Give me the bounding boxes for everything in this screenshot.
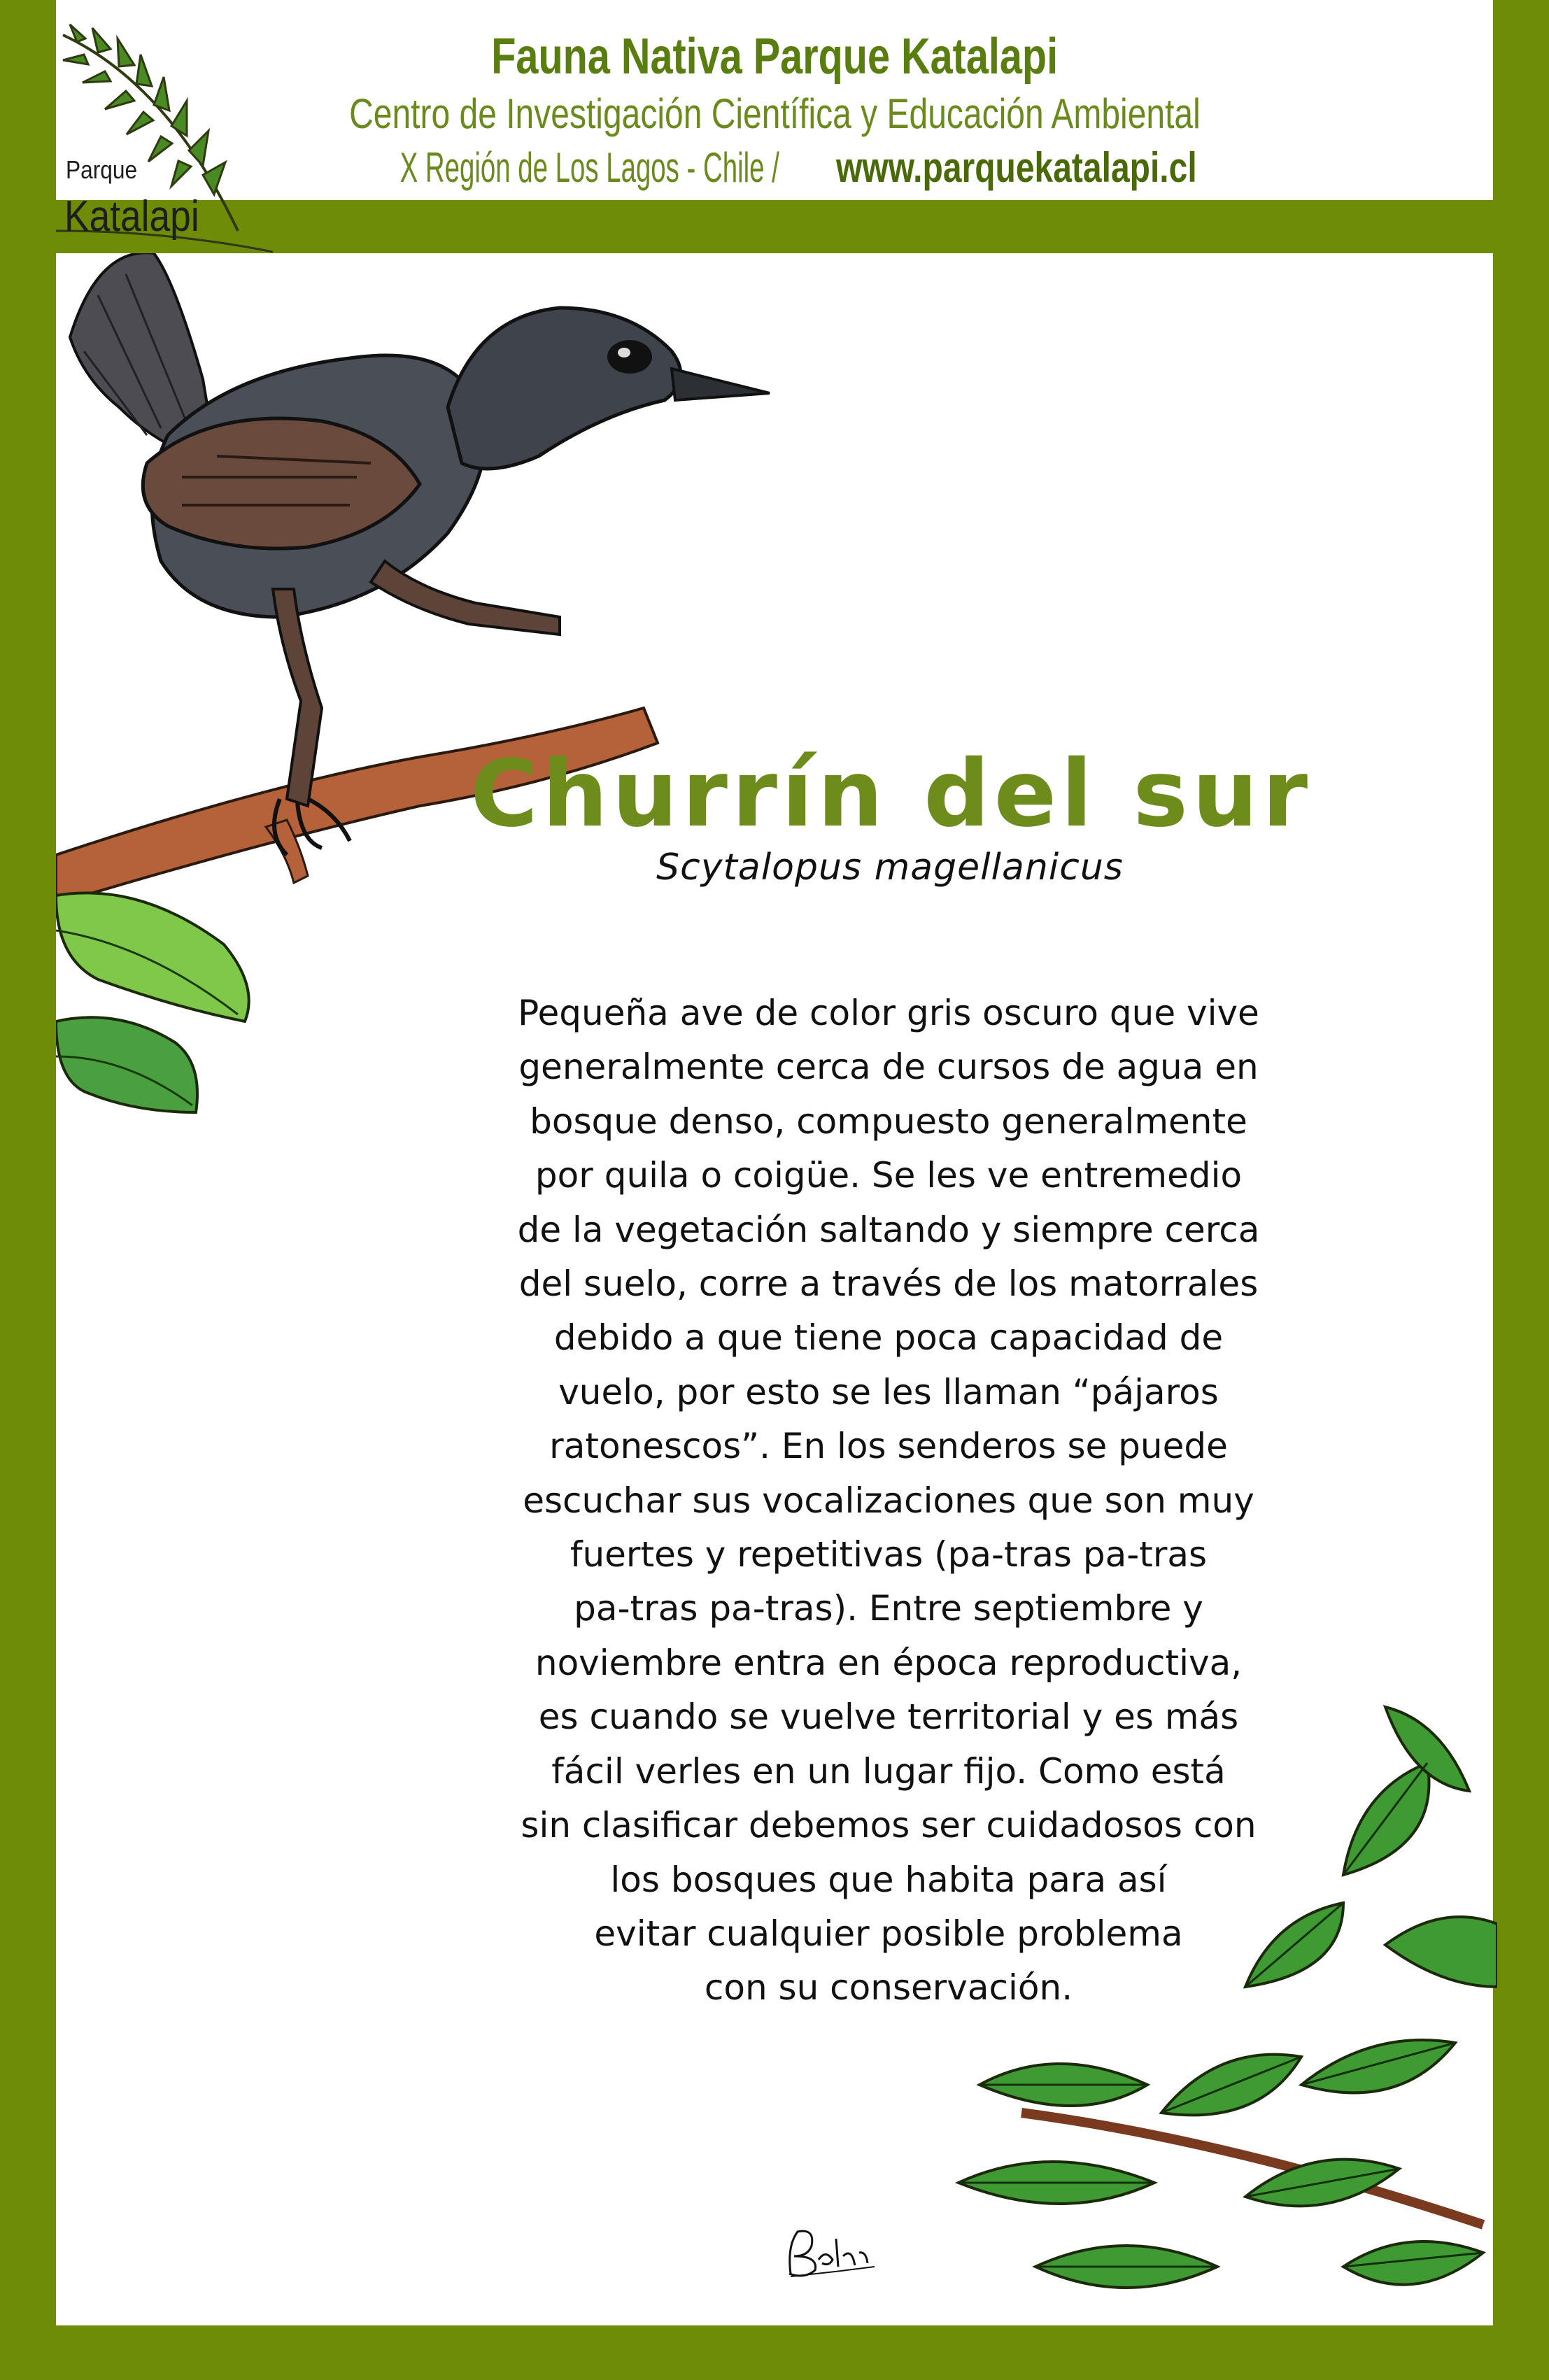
description-line: evitar cualquier posible problema xyxy=(594,1913,1183,1954)
description-line: generalmente cerca de cursos de agua en xyxy=(518,1047,1259,1088)
description-line: ratonescos”. En los senderos se puede xyxy=(549,1426,1228,1467)
description-line: bosque denso, compuesto generalmente xyxy=(530,1100,1247,1142)
description-line: escuchar sus vocalizaciones que son muy xyxy=(523,1480,1254,1521)
description-line: del suelo, corre a través de los matorrales xyxy=(518,1263,1259,1305)
description-line: debido a que tiene poca capacidad de xyxy=(553,1317,1224,1359)
species-scientific-name: Scytalopus magellanicus xyxy=(656,847,1124,888)
leaf-left-illustration xyxy=(56,881,266,1133)
description-line: fuertes y repetitivas (pa-tras pa-tras xyxy=(570,1534,1208,1575)
description-line: los bosques que habita para así xyxy=(610,1859,1167,1900)
description-line: Pequeña ave de color gris oscuro que vive xyxy=(518,993,1259,1033)
header-title: Fauna Nativa Parque Katalapi xyxy=(491,29,1058,85)
description-line: sin clasificar debemos ser cuidadosos con xyxy=(521,1805,1257,1846)
description-line: vuelo, por esto se les llaman “pájaros xyxy=(558,1371,1219,1412)
description-line: noviembre entra en época reproductiva, xyxy=(535,1642,1243,1683)
species-common-name: Churrín del sur xyxy=(470,740,1313,848)
artist-signature xyxy=(777,2225,882,2281)
website-link[interactable]: www.parquekatalapi.cl xyxy=(835,144,1197,191)
description-line: fácil verles en un lugar fijo. Como está xyxy=(551,1750,1226,1792)
description-line: por quila o coigüe. Se les ve entremedio xyxy=(535,1155,1243,1196)
logo-label-katalapi: Katalapi xyxy=(64,192,199,241)
description-text xyxy=(420,986,1357,2016)
description-line: es cuando se vuelve territorial y es más xyxy=(538,1697,1239,1738)
logo-label-parque: Parque xyxy=(66,155,138,184)
header-subtitle: Centro de Investigación Científica y Educación Ambiental xyxy=(348,90,1201,137)
description-line: con su conservación. xyxy=(704,1967,1073,2009)
header-region xyxy=(0,143,1549,192)
description-line: de la vegetación saltando y siempre cerca xyxy=(517,1209,1260,1250)
region-text: X Región de Los Lagos - Chile / xyxy=(399,144,779,191)
description-line: pa-tras pa-tras). Entre septiembre y xyxy=(574,1588,1203,1629)
